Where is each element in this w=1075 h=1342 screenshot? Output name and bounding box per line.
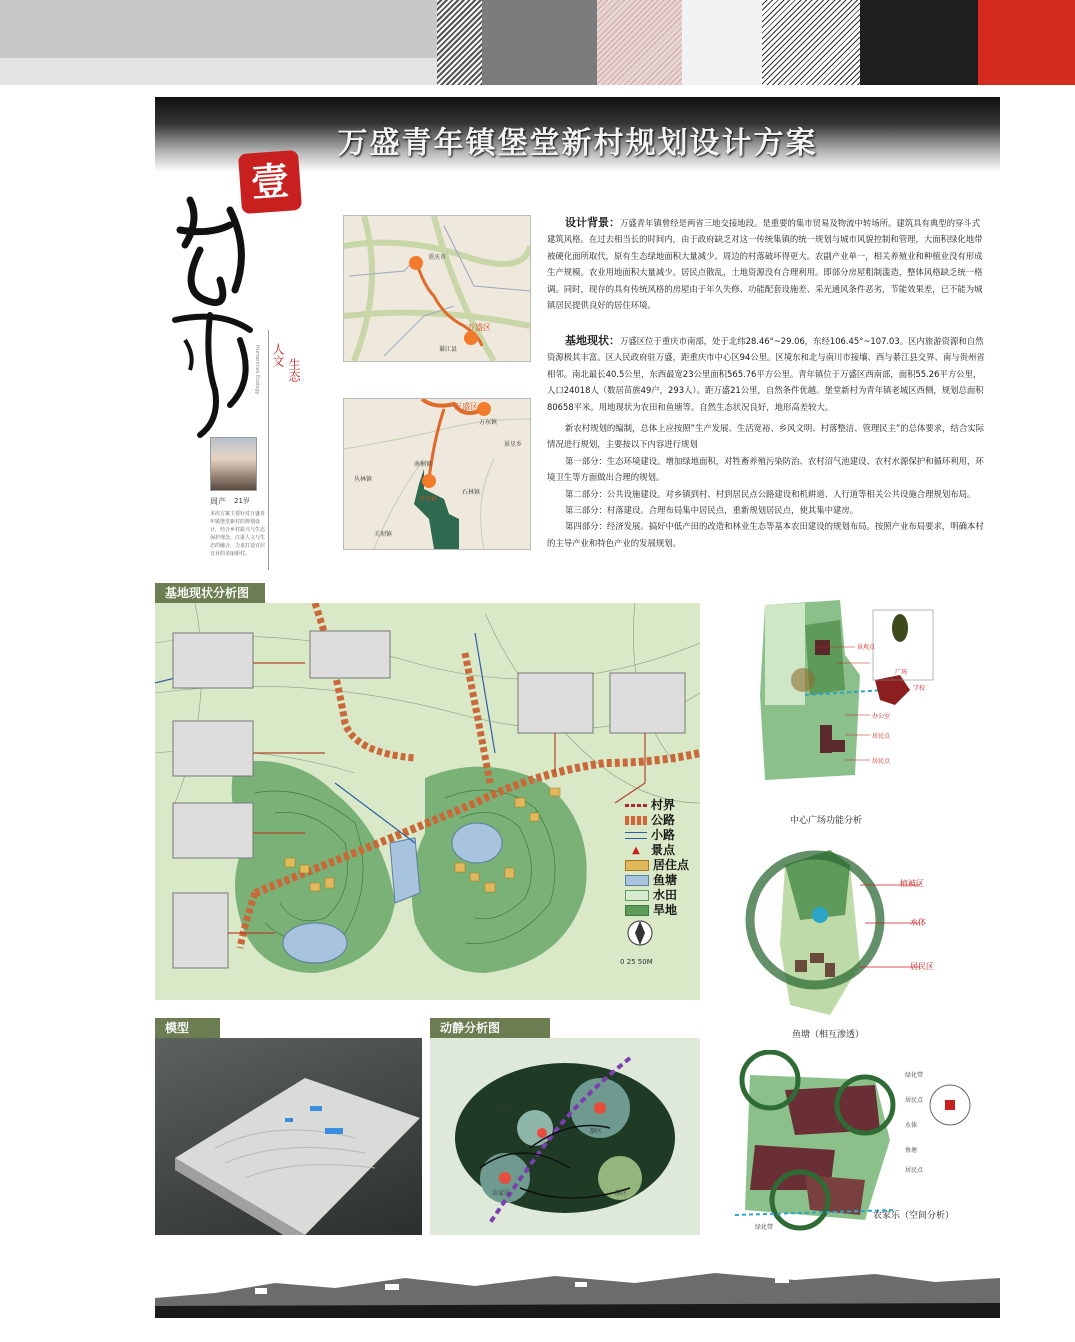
- status-text: [547, 333, 987, 415]
- diagram1-label-2: 广场: [895, 669, 908, 676]
- location-map-1-svg: [344, 216, 530, 361]
- paragraph: 第四部分：经济发展。搞好中低产田的改造和林业生态等基本农田建设的规划布局。按照产业布局要求，明确本村的主导产业和特色产业的发展规划。: [547, 521, 984, 548]
- site-analysis-map: [155, 603, 700, 1000]
- diagram3-label-4: 鱼塘: [905, 1147, 918, 1154]
- dynamic-label-4: 农家乐: [492, 1190, 511, 1197]
- scale-bar-label: 0 25 50M: [620, 958, 653, 966]
- dynamic-label-3: 静区: [615, 1190, 628, 1197]
- strip-hatch-2: [762, 0, 860, 85]
- location-map-2: [343, 398, 531, 550]
- map-marker-icon: [422, 474, 436, 488]
- diagram1-label-4: 办公室: [872, 713, 891, 720]
- legend-item: [625, 858, 689, 873]
- map2-label-8: 万东镇: [479, 419, 498, 426]
- diagram1-label-3: 学校: [913, 685, 926, 692]
- diagram1-label-5: 居民点: [872, 733, 891, 740]
- map1-label-2: 綦江县: [439, 346, 458, 353]
- legend-label: 村界: [651, 798, 676, 812]
- strip-darkgray: [482, 0, 597, 85]
- legend-item: [625, 813, 689, 828]
- status-body: 万盛区位于重庆市南部，处于北纬28.46°~29.06，东经106.45°~107.03。区内旅游资源和自然资源极其丰富。区人民政府驻万盛，距重庆市中心区94公里。区境东和北与南川市接壤、西与綦江县交界、南与贵州省相邻。南北最长40.5公里，东西最宽23公里面积565.76平方公里。青年镇位于万盛区西南部，面积55.26平方公里，人口24018人（数居苗族49户，293人）。距万盛21公里，自然条件优越。堡堂新村为青年镇老城区西侧，规划总面积80658平米。用地现状为农田和鱼塘等。自然生态状况良好，地形高差较大。: [547, 336, 985, 412]
- background-heading: 设计背景：: [565, 216, 620, 229]
- pond-diagram-svg: [740, 845, 980, 1045]
- paragraph: 第三部分：村落建设。合理布局集中居民点，重新规划居民点，使其集中建房。: [565, 505, 859, 516]
- background-text: [547, 215, 987, 313]
- map-legend: [625, 798, 689, 918]
- diagram1-caption: 中心广场功能分析: [790, 816, 863, 826]
- map2-label-4: 青年镇: [419, 496, 438, 503]
- dynamic-label-1: 动区: [498, 1105, 511, 1112]
- legend-item: [625, 828, 689, 843]
- diagram2-label-2: 水体: [910, 918, 926, 927]
- legend-item: [625, 843, 689, 858]
- diagram2-caption: 鱼塘（相互渗透）: [792, 1030, 865, 1040]
- bottom-landscape: [155, 1268, 1000, 1318]
- plaza-diagram-svg: [745, 595, 985, 820]
- legend-item: [625, 798, 689, 813]
- map2-label-3: 关坝镇: [374, 531, 393, 538]
- legend-swatch-village-boundary: [625, 804, 647, 807]
- model-photo-svg: [155, 1038, 422, 1235]
- section-tab-model: 模型: [155, 1018, 220, 1038]
- map2-label-1: 万盛区: [454, 402, 478, 411]
- plaza-function-diagram: [745, 595, 985, 826]
- section-tab-dynamic: 动静分析图: [430, 1018, 550, 1038]
- side-label-en: Humanities Ecology: [254, 345, 260, 395]
- map2-label-5: 景星乡: [504, 441, 523, 448]
- dynamic-analysis: [430, 1038, 700, 1235]
- legend-item: [625, 873, 689, 888]
- map-marker-icon: [409, 256, 423, 270]
- model-photo: [155, 1038, 422, 1235]
- strip-black: [860, 0, 978, 85]
- location-map-1: [343, 215, 531, 362]
- legend-item: [625, 903, 689, 918]
- side-label-a: 人文: [271, 343, 285, 367]
- diagram1-label-1: 景观点: [857, 644, 876, 651]
- diagram3-label-2: 居民点: [905, 1097, 924, 1104]
- legend-label: 旱地: [653, 903, 678, 917]
- legend-label: 水田: [653, 888, 678, 902]
- paragraph: 第一部分：生态环境建设。增加绿地面积，对牲畜养殖污染防治、农村沼气池建设、农村水源保护和循环利用，环境卫生等方面做出合理的规划。: [547, 455, 984, 483]
- strip-red: [978, 0, 1075, 85]
- diagram3-caption: 农家乐（空间分析）: [873, 1211, 955, 1221]
- legend-item: [625, 888, 689, 903]
- legend-label: 鱼塘: [653, 873, 678, 887]
- legend-label: 景点: [651, 843, 676, 857]
- status-heading: 基地现状：: [565, 334, 620, 347]
- diagram2-label-1: 植被区: [900, 879, 924, 888]
- dynamic-analysis-svg: [430, 1038, 700, 1235]
- strip-gray: [0, 0, 437, 58]
- legend-swatch-dryland: [625, 905, 649, 916]
- paragraph: 第二部分：公共设施建设。对乡镇到村、村到居民点公路建设和机耕道、人行道等相关公共设施合理规划布局。: [565, 488, 976, 499]
- pond-diagram: [740, 845, 980, 1045]
- dynamic-label-2: 静区: [590, 1128, 603, 1135]
- diagram3-label-1: 绿化带: [905, 1072, 924, 1079]
- diagram3-label-5: 居民点: [905, 1167, 924, 1174]
- map2-label-6: 南桐镇: [414, 461, 433, 468]
- legend-swatch-residential: [625, 860, 649, 871]
- legend-swatch-path: [625, 832, 647, 839]
- site-analysis-svg: [155, 603, 700, 1000]
- legend-label: 小路: [651, 828, 676, 842]
- section-tab-site: 基地现状分析图: [155, 583, 265, 603]
- top-strip: [0, 0, 1075, 85]
- legend-swatch-scenic: ▲: [632, 845, 640, 856]
- author-name: 周产: [210, 497, 226, 506]
- map1-label-3: 重庆市: [428, 254, 447, 261]
- diagram2-label-3: 居民区: [910, 962, 934, 971]
- farmhouse-diagram-svg: [725, 1050, 1000, 1235]
- calligraphy-icon: [160, 190, 270, 440]
- legend-swatch-pond: [625, 875, 649, 886]
- divider-line: [268, 330, 269, 570]
- map2-label-7: 丛林镇: [354, 476, 373, 483]
- paragraph: 新农村规划的编制，总体上应按照”生产发展、生活宽裕、乡风文明、村落整洁、管理民主”的总体要求，结合实际情况进行规划，主要按以下内容进行规划: [547, 423, 985, 450]
- map2-label-2: 石林镇: [462, 489, 481, 496]
- diagram3-label-3: 水体: [905, 1122, 918, 1129]
- legend-label: 公路: [651, 813, 676, 827]
- legend-swatch-road: [625, 816, 647, 825]
- author-photo: [210, 437, 257, 491]
- map-marker-icon: [477, 402, 491, 416]
- page-title: 万盛青年镇堡堂新村规划设计方案: [337, 126, 818, 161]
- background-body: 万盛青年镇曾经是两省三地交接地段。是重要的集市贸易及物流中转场所。建筑具有典型的穿斗式建筑风格。在过去相当长的时间内，由于政府缺乏对这一传统集镇的统一规划与城市风貌控制和管理，大面积绿化地带被硬化面所取代，原有生态绿地面积大量减少。周边的村落破坏得更大。农副产业单一，相关养殖业和种植业没有形成生产规模。农业用地面积大量减少。居民点散乱，土地资源没有合理利用。即部分房屋粗制滥造，整体风格缺乏统一格调。同时，现存的具有传统风格的房屋由于年久失修、功能配套设施差、采光通风条件恶劣，节能效果差，已不能为城镇居民提供良好的居住环境。: [547, 218, 983, 311]
- author-age: 21岁: [234, 497, 250, 505]
- diagram3-label-6: 绿化带: [755, 1224, 774, 1231]
- map-marker-icon: [464, 331, 478, 345]
- author-description: 本次方案主要针对万盛青年镇堡堂新村的规划设计，结合乡村振兴与生态保护理念，注重人文与生态的融合，力求打造宜居宜业的美丽新村。: [210, 511, 266, 557]
- strip-hatch-1: [437, 0, 482, 85]
- plan-paragraphs: [547, 420, 987, 551]
- map1-label-1: 万盛区: [467, 323, 491, 332]
- side-label-b: 生态: [287, 358, 301, 382]
- strip-pink-hatch: [597, 0, 682, 85]
- seal-stamp: 壹: [238, 150, 302, 214]
- strip-offwhite: [682, 0, 762, 85]
- legend-swatch-paddy: [625, 890, 649, 901]
- farmhouse-diagram: [725, 1050, 1000, 1235]
- legend-label: 居住点: [653, 858, 690, 872]
- diagram1-label-6: 居民点: [872, 758, 891, 765]
